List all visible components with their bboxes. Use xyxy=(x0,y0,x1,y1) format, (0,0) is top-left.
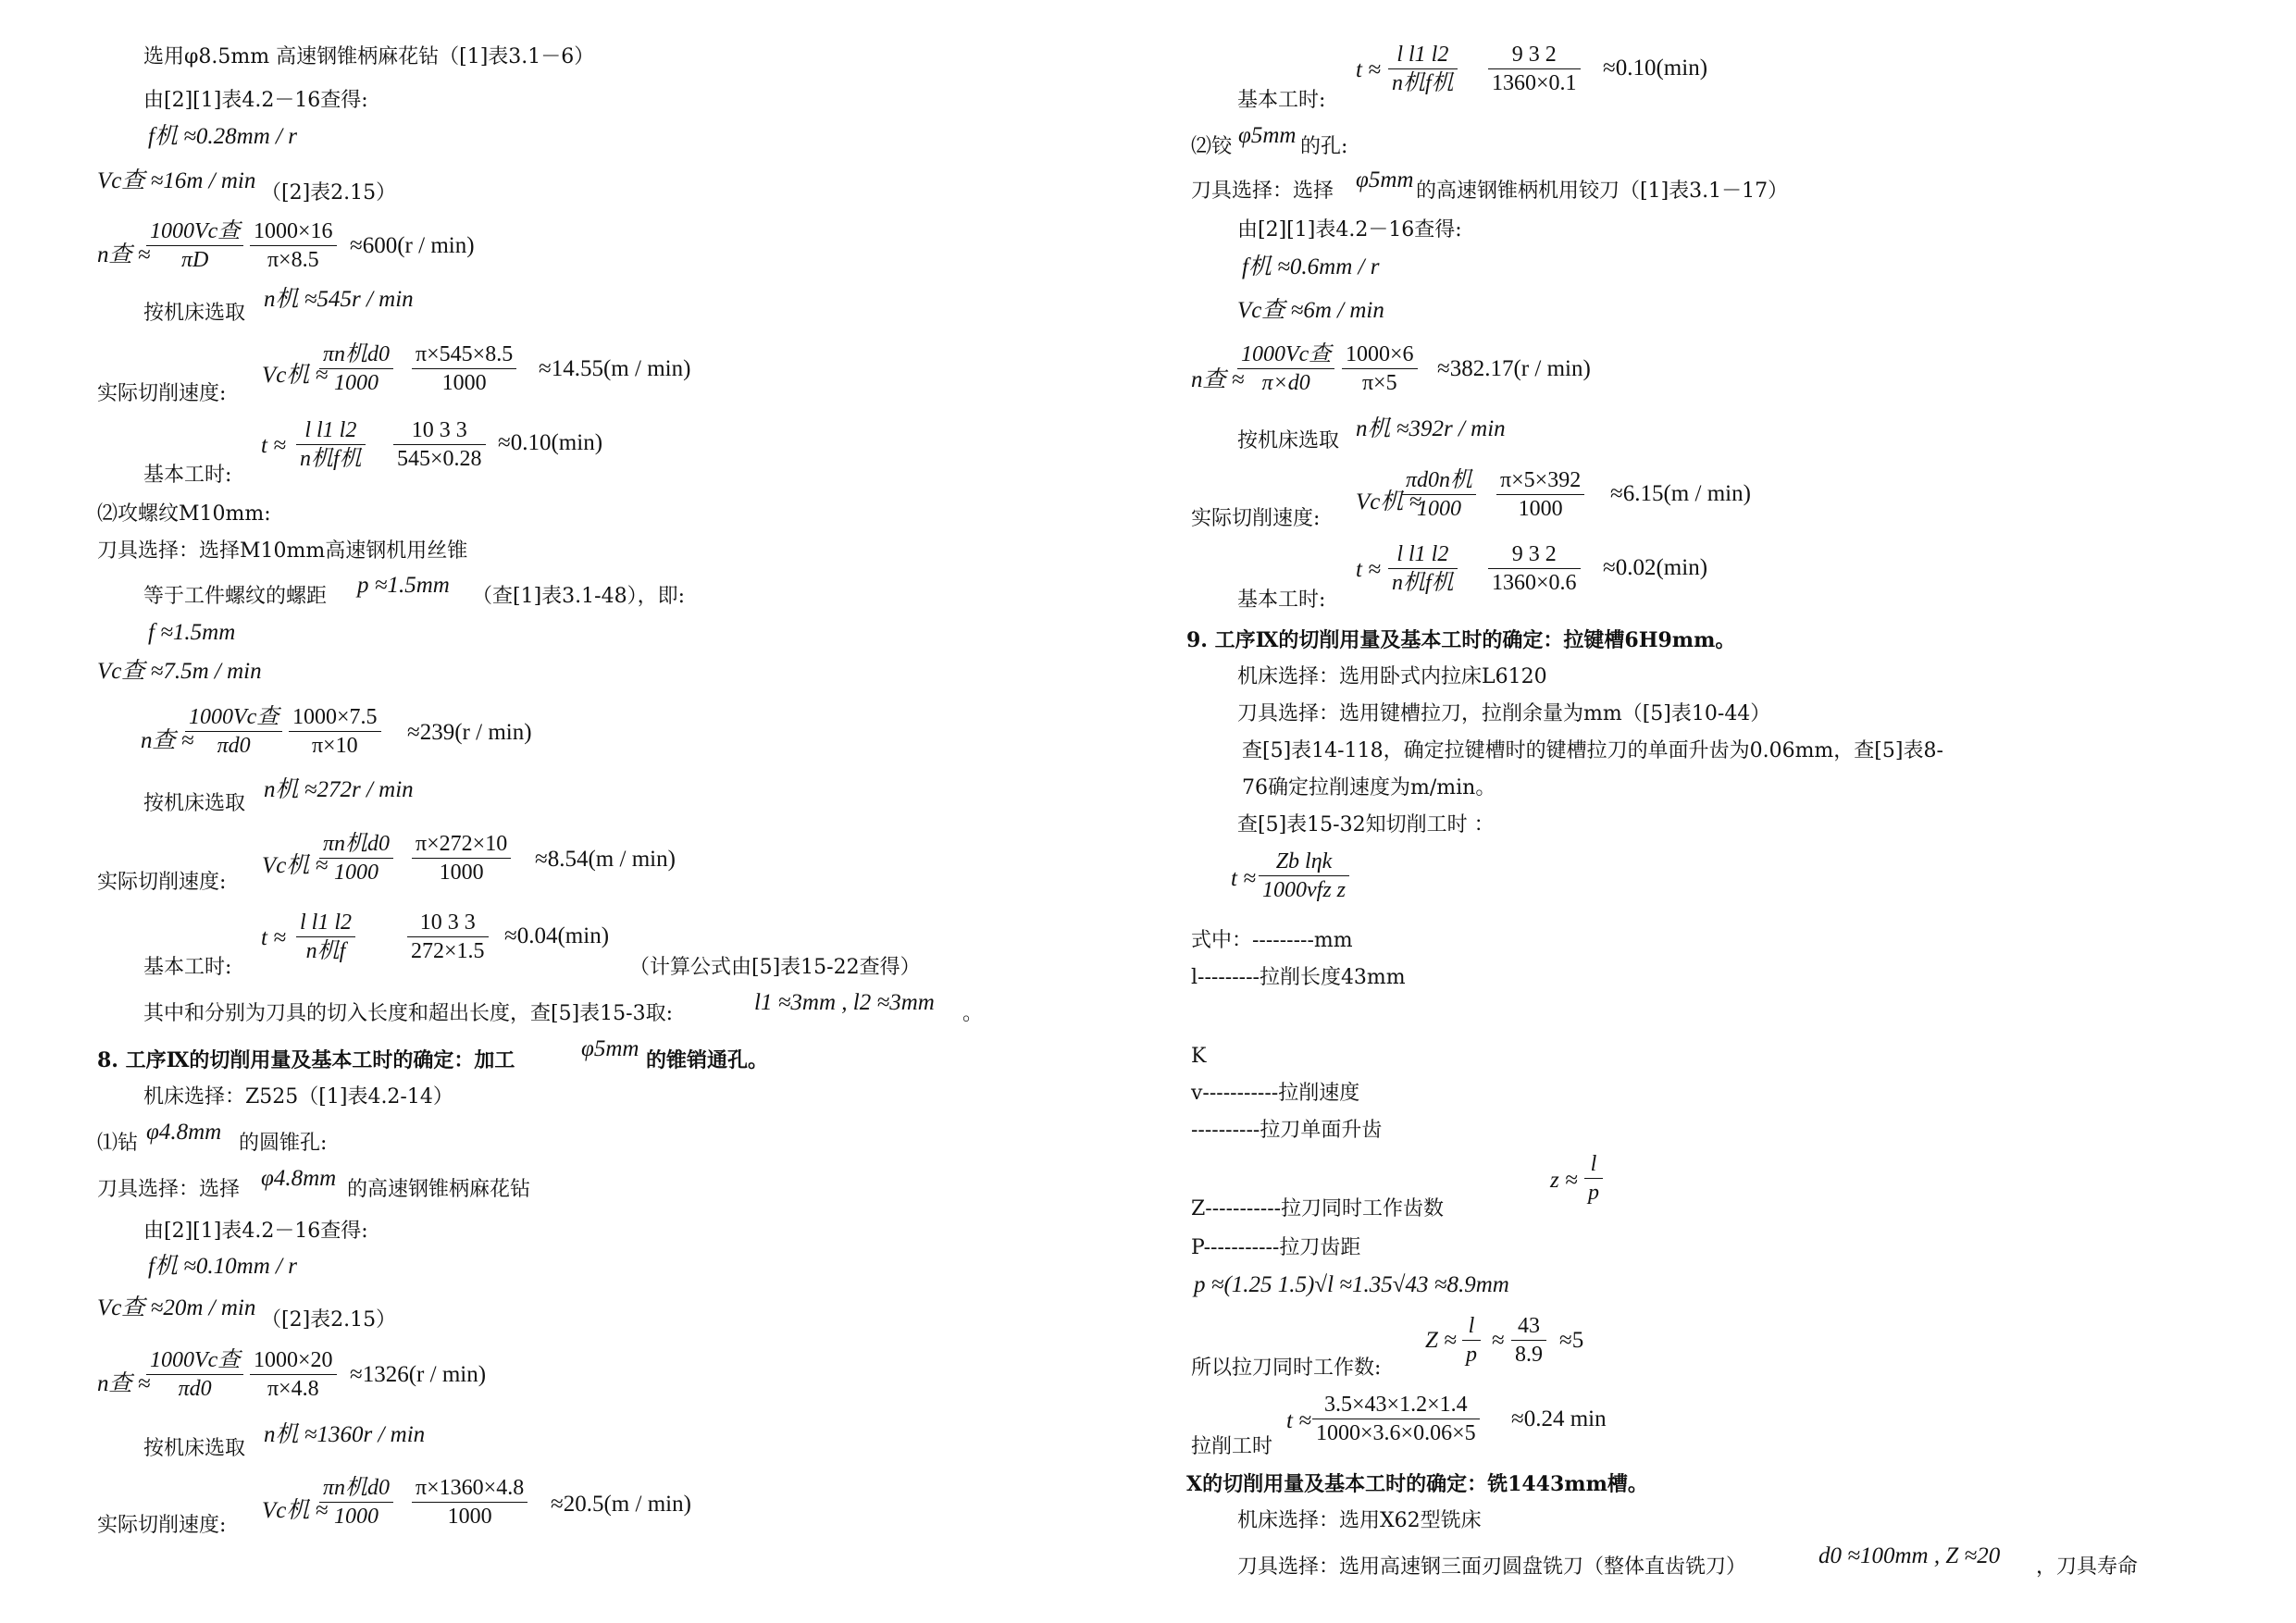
formula-operator: ≈ xyxy=(1492,1328,1505,1353)
text-line: （查[1]表3.1-48），即: xyxy=(472,585,685,608)
formula-result: ≈5 xyxy=(1559,1328,1584,1353)
fraction xyxy=(1584,1150,1603,1207)
text-line: 刀具选择：选择 xyxy=(1191,180,1334,203)
fraction xyxy=(319,1474,393,1530)
text-line: Z-----------拉刀同时工作齿数 xyxy=(1191,1197,1445,1220)
text-line: 按机床选取 xyxy=(143,1437,246,1460)
numerator: πn机d0 xyxy=(319,1474,393,1503)
denominator: 1000 xyxy=(334,861,379,885)
numerator: 1000×16 xyxy=(250,217,337,246)
section-heading: 的锥销通孔。 xyxy=(646,1048,769,1072)
fraction xyxy=(296,909,355,965)
formula-line: f机 ≈0.10mm / r xyxy=(148,1254,297,1279)
fraction xyxy=(1388,41,1458,97)
formula-lhs: t ≈ xyxy=(1356,57,1381,82)
numerator: l l1 l2 xyxy=(296,909,355,937)
formula-result: ≈0.02(min) xyxy=(1603,555,1708,580)
formula-result: ≈0.10(min) xyxy=(498,430,603,455)
text-line: 的高速钢锥柄机用铰刀（[1]表3.1－17） xyxy=(1416,180,1789,203)
formula-line: f机 ≈0.28mm / r xyxy=(148,124,297,149)
formula-result: ≈600(r / min) xyxy=(350,233,475,258)
numerator: 1000Vc查 xyxy=(1237,341,1334,369)
formula-result: ≈0.04(min) xyxy=(504,923,610,948)
numerator: π×545×8.5 xyxy=(412,341,516,369)
fraction xyxy=(146,1346,243,1403)
numerator: 1000×6 xyxy=(1342,341,1418,369)
text-line: 实际切削速度: xyxy=(97,871,227,894)
text-line: ，刀具寿命 xyxy=(2036,1555,2139,1579)
fraction xyxy=(412,830,511,886)
text-line: 机床选择：Z525（[1]表4.2-14） xyxy=(143,1085,453,1109)
formula-line: l1 ≈3mm , l2 ≈3mm xyxy=(754,990,935,1015)
denominator: 1000 xyxy=(439,861,484,885)
formula-lhs: Vc机 ≈ xyxy=(262,363,329,388)
section-heading: Ⅹ的切削用量及基本工时的确定：铣1443mm槽。 xyxy=(1186,1472,1648,1496)
formula-line: φ5mm xyxy=(581,1036,639,1061)
denominator: 1360×0.1 xyxy=(1492,71,1577,95)
formula-result: ≈239(r / min) xyxy=(407,720,532,745)
formula-lhs: t ≈ xyxy=(261,433,286,458)
text-line: 刀具选择：选择 xyxy=(97,1178,241,1201)
numerator: 10 3 3 xyxy=(393,416,486,445)
denominator: π×4.8 xyxy=(267,1377,319,1401)
fraction xyxy=(1488,41,1581,97)
text-line: 查[5]表14-118，确定拉键槽时的键槽拉刀的单面升齿为0.06mm，查[5]表8- xyxy=(1242,739,1943,762)
text-line: 基本工时: xyxy=(143,464,232,487)
formula-result: ≈6.15(m / min) xyxy=(1610,481,1751,506)
numerator: l l1 l2 xyxy=(296,416,366,445)
formula-line: n机 ≈1360r / min xyxy=(264,1422,426,1447)
formula-line: n机 ≈392r / min xyxy=(1356,416,1506,441)
fraction xyxy=(250,1346,337,1403)
fraction xyxy=(412,1474,527,1530)
numerator: 3.5×43×1.2×1.4 xyxy=(1312,1391,1480,1419)
numerator: π×272×10 xyxy=(412,830,511,859)
formula-result: ≈0.24 min xyxy=(1511,1406,1607,1431)
section-heading: 9. 工序Ⅸ的切削用量及基本工时的确定：拉键槽6H9mm。 xyxy=(1186,628,1736,652)
denominator: π×8.5 xyxy=(267,248,319,272)
text-line: 拉削工时 xyxy=(1191,1435,1273,1458)
fraction xyxy=(250,217,337,274)
fraction xyxy=(1237,341,1334,397)
fraction xyxy=(407,909,489,965)
formula-lhs: t ≈ xyxy=(1356,557,1381,582)
numerator: 9 3 2 xyxy=(1488,540,1581,569)
numerator: 1000×20 xyxy=(250,1346,337,1375)
text-line: ⑵铰 xyxy=(1191,135,1233,158)
formula-result: ≈1326(r / min) xyxy=(350,1362,487,1387)
formula-result: ≈20.5(m / min) xyxy=(551,1492,691,1517)
formula-line: φ5mm xyxy=(1356,167,1414,192)
fraction xyxy=(1342,341,1418,397)
text-line: 实际切削速度: xyxy=(1191,507,1321,530)
fraction xyxy=(289,703,381,760)
numerator: πn机d0 xyxy=(319,341,393,369)
formula-lhs: z ≈ xyxy=(1550,1168,1578,1193)
formula-lhs: Vc机 ≈ xyxy=(262,853,329,878)
text-line: 查[5]表15-32知切削工时 ： xyxy=(1237,813,1495,836)
numerator: l l1 l2 xyxy=(1388,540,1458,569)
formula-line: φ5mm xyxy=(1238,123,1297,148)
fraction xyxy=(146,217,243,274)
text-line: 由[2][1]表4.2－16查得: xyxy=(143,89,368,112)
text-line: 基本工时: xyxy=(1237,89,1326,112)
text-line: 实际切削速度: xyxy=(97,382,227,405)
numerator: πd0n机 xyxy=(1402,466,1476,495)
formula-line: p ≈1.5mm xyxy=(357,573,450,598)
section-heading: 8. 工序Ⅸ的切削用量及基本工时的确定：加工 xyxy=(97,1048,515,1072)
denominator: π×10 xyxy=(311,734,358,758)
formula-line: f ≈1.5mm xyxy=(148,620,236,645)
formula-result: ≈14.55(m / min) xyxy=(539,356,691,381)
formula-line: n机 ≈545r / min xyxy=(264,287,414,312)
denominator: πd0 xyxy=(178,1377,212,1401)
text-line: （[2]表2.15） xyxy=(261,181,397,204)
text-line: 式中：---------mm xyxy=(1191,929,1353,952)
formula-line: f机 ≈0.6mm / r xyxy=(1242,254,1380,279)
denominator: n机f机 xyxy=(1392,71,1454,95)
denominator: πD xyxy=(180,248,209,272)
text-line: 按机床选取 xyxy=(143,302,246,325)
denominator: π×d0 xyxy=(1261,371,1310,395)
text-line: P-----------拉刀齿距 xyxy=(1191,1236,1361,1259)
text-line: l---------拉削长度43mm xyxy=(1191,966,1406,989)
formula-line: Vc查 ≈6m / min xyxy=(1237,298,1384,323)
formula-lhs: t ≈ xyxy=(1231,866,1256,891)
numerator: 1000Vc查 xyxy=(146,1346,243,1375)
numerator: πn机d0 xyxy=(319,830,393,859)
numerator: Zb lηk xyxy=(1259,848,1349,876)
formula-lhs: t ≈ xyxy=(1286,1408,1311,1433)
fraction xyxy=(1496,466,1584,523)
text-line: 刀具选择：选择M10mm高速钢机用丝锥 xyxy=(97,539,468,563)
text-line: 由[2][1]表4.2－16查得: xyxy=(1237,218,1462,242)
denominator: 272×1.5 xyxy=(411,939,485,963)
text-line: 基本工时: xyxy=(1237,588,1326,612)
fraction xyxy=(185,703,282,760)
numerator: 1000×7.5 xyxy=(289,703,381,732)
formula-line: p ≈(1.25 1.5)√l ≈1.35√43 ≈8.9mm xyxy=(1194,1272,1509,1297)
text-line: 按机床选取 xyxy=(1237,429,1340,452)
denominator: 545×0.28 xyxy=(397,447,482,471)
denominator: p xyxy=(1466,1343,1477,1367)
text-line: 的圆锥孔: xyxy=(239,1132,328,1155)
denominator: 1000×3.6×0.06×5 xyxy=(1316,1421,1476,1445)
denominator: π×5 xyxy=(1361,371,1397,395)
text-line: 刀具选择：选用高速钢三面刃圆盘铣刀（整体直齿铣刀） xyxy=(1237,1555,1747,1579)
denominator: 1000vfz z xyxy=(1262,878,1346,902)
denominator: n机f机 xyxy=(1392,571,1454,595)
fraction xyxy=(1402,466,1476,523)
denominator: 1000 xyxy=(334,371,379,395)
fraction xyxy=(296,416,366,473)
denominator: 1360×0.6 xyxy=(1492,571,1577,595)
text-line: ⑵攻螺纹M10mm: xyxy=(97,502,271,526)
formula-lhs: n查 ≈ xyxy=(141,728,194,753)
formula-result: ≈382.17(r / min) xyxy=(1437,356,1591,381)
text-line: 按机床选取 xyxy=(143,792,246,815)
numerator: 1000Vc查 xyxy=(185,703,282,732)
fraction xyxy=(1462,1312,1481,1369)
text-line: 其中和分别为刀具的切入长度和超出长度，查[5]表15-3取: xyxy=(143,1002,674,1025)
text-line: 的孔: xyxy=(1300,135,1348,158)
formula-lhs: n查 ≈ xyxy=(97,1371,151,1396)
text-line: 基本工时: xyxy=(143,956,232,979)
text-line: 刀具选择：选用键槽拉刀，拉削余量为mm（[5]表10-44） xyxy=(1237,702,1771,725)
denominator: n机f机 xyxy=(300,447,362,471)
text-line: 机床选择：选用卧式内拉床L6120 xyxy=(1237,665,1547,688)
formula-lhs: t ≈ xyxy=(261,925,286,950)
denominator: 1000 xyxy=(334,1505,379,1529)
text-line: （[2]表2.15） xyxy=(261,1308,397,1332)
formula-result: ≈8.54(m / min) xyxy=(535,847,676,872)
formula-lhs: Z ≈ xyxy=(1425,1328,1457,1353)
text-line: 实际切削速度: xyxy=(97,1514,227,1537)
denominator: n机f xyxy=(305,939,346,963)
formula-lhs: Vc机 ≈ xyxy=(262,1498,329,1523)
fraction xyxy=(1488,540,1581,597)
fraction xyxy=(1388,540,1458,597)
denominator: πd0 xyxy=(217,734,251,758)
formula-line: Vc查 ≈16m / min xyxy=(97,168,256,193)
numerator: 10 3 3 xyxy=(407,909,489,937)
fraction xyxy=(1312,1391,1480,1447)
numerator: l l1 l2 xyxy=(1388,41,1458,69)
fraction xyxy=(412,341,516,397)
fraction xyxy=(1511,1312,1546,1369)
formula-lhs: n查 ≈ xyxy=(1191,367,1245,392)
fraction xyxy=(319,341,393,397)
numerator: 43 xyxy=(1511,1312,1546,1341)
text-line: 由[2][1]表4.2－16查得: xyxy=(143,1220,368,1243)
fraction xyxy=(319,830,393,886)
text-line: 所以拉刀同时工作数: xyxy=(1191,1357,1382,1380)
text-line: 选用φ8.5mm 高速钢锥柄麻花钻（[1]表3.1－6） xyxy=(143,45,595,68)
text-line: （计算公式由[5]表15-22查得） xyxy=(629,956,921,979)
text-line: ----------拉刀单面升齿 xyxy=(1191,1119,1383,1142)
formula-line: d0 ≈100mm , Z ≈20 xyxy=(1818,1543,2001,1568)
formula-line: Vc查 ≈20m / min xyxy=(97,1295,256,1320)
denominator: p xyxy=(1588,1181,1599,1205)
formula-line: n机 ≈272r / min xyxy=(264,777,414,802)
numerator: 1000Vc查 xyxy=(146,217,243,246)
formula-result: ≈0.10(min) xyxy=(1603,56,1708,81)
text-line: 。 xyxy=(962,1002,984,1025)
fraction xyxy=(1259,848,1349,904)
numerator: π×1360×4.8 xyxy=(412,1474,527,1503)
numerator: l xyxy=(1584,1150,1603,1179)
formula-line: Vc查 ≈7.5m / min xyxy=(97,659,262,684)
text-line: 等于工件螺纹的螺距 xyxy=(143,585,328,608)
denominator: 8.9 xyxy=(1515,1343,1543,1367)
numerator: 9 3 2 xyxy=(1488,41,1581,69)
text-line: ⑴钻 xyxy=(97,1132,139,1155)
denominator: 1000 xyxy=(1417,497,1462,521)
formula-lhs: n查 ≈ xyxy=(97,242,151,267)
text-line: 76确定拉削速度为m/min。 xyxy=(1242,776,1496,799)
numerator: l xyxy=(1462,1312,1481,1341)
denominator: 1000 xyxy=(447,1505,492,1529)
denominator: 1000 xyxy=(1518,497,1563,521)
text-line: K xyxy=(1191,1045,1207,1068)
fraction xyxy=(393,416,486,473)
text-line: v-----------拉削速度 xyxy=(1191,1082,1360,1105)
formula-line: φ4.8mm xyxy=(146,1120,222,1145)
text-line: 机床选择：选用X62型铣床 xyxy=(1237,1509,1482,1532)
text-line: 的高速钢锥柄麻花钻 xyxy=(347,1178,531,1201)
denominator: 1000 xyxy=(441,371,487,395)
numerator: π×5×392 xyxy=(1496,466,1584,495)
formula-lhs: Vc机 ≈ xyxy=(1356,489,1422,514)
formula-line: φ4.8mm xyxy=(261,1166,337,1191)
